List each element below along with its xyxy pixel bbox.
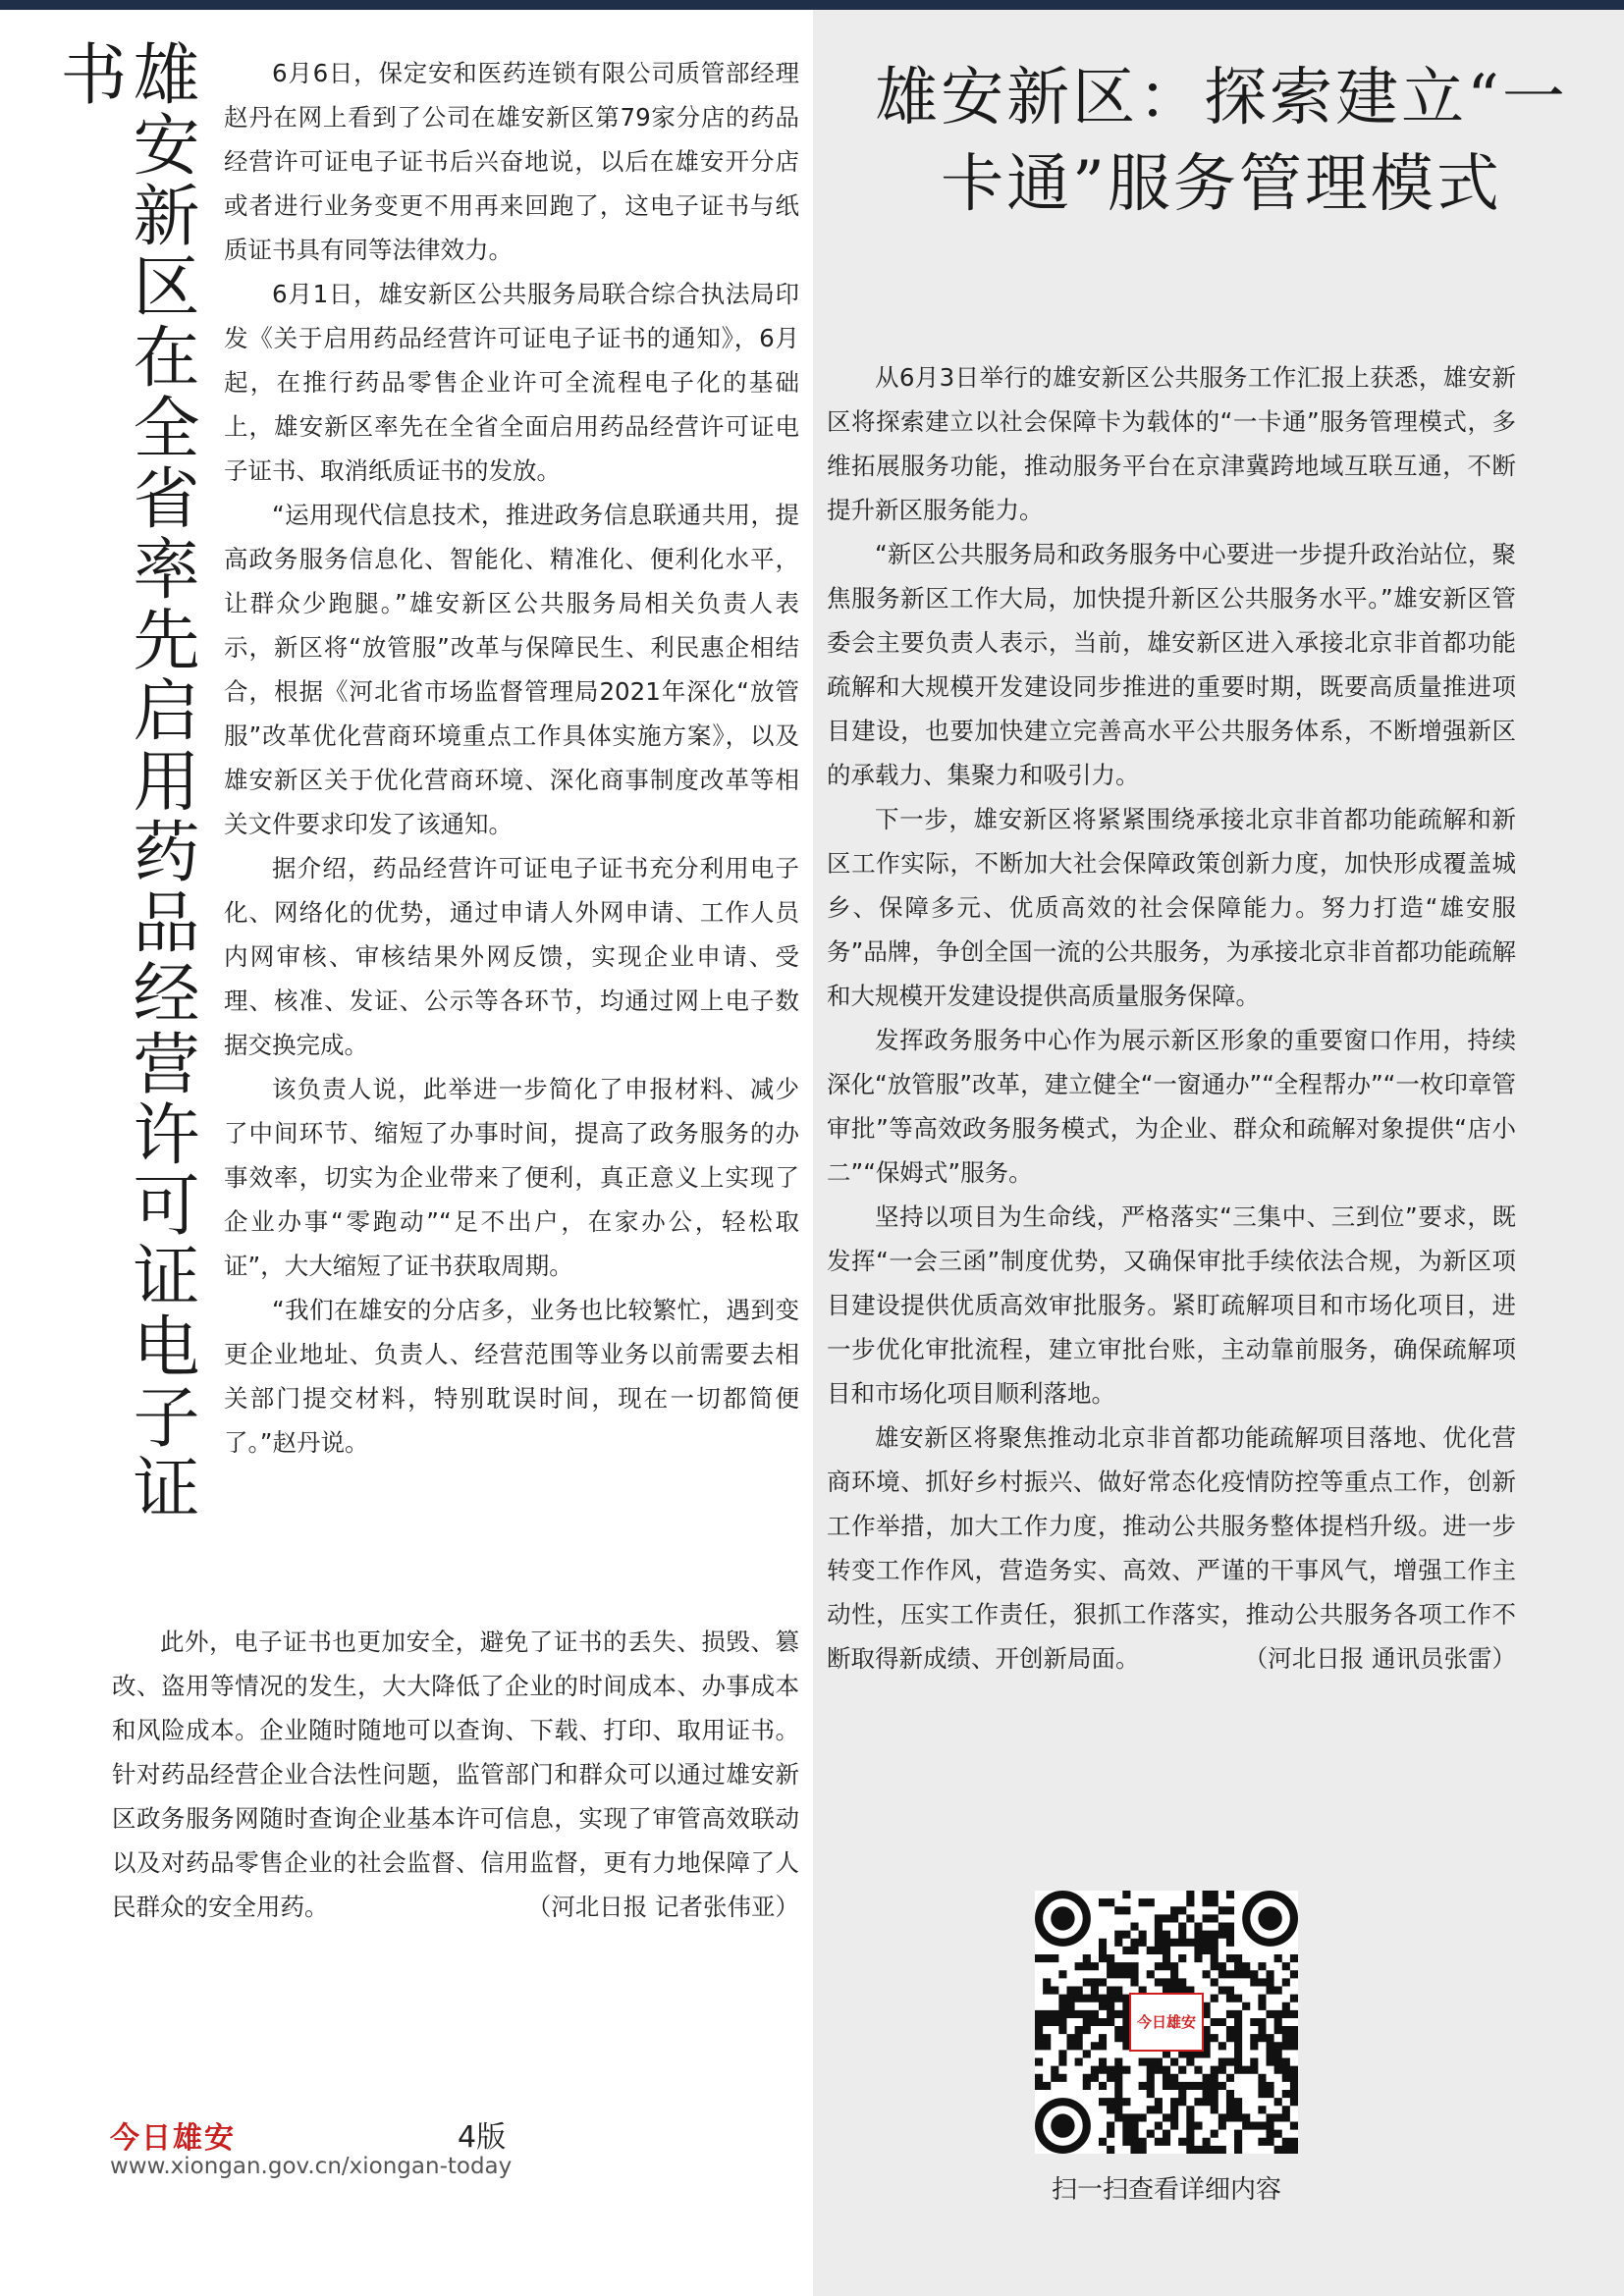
right-paragraph: 发挥政务服务中心作为展示新区形象的重要窗口作用，持续深化“放管服”改革，建立健全“一窗通办”“全程帮办”“一枚印章管审批”等高效政务服务模式，为企业、群众和疏解对象提供“店小二”“保姆式”服务。 [827,1026,1516,1187]
left-paragraph: “运用现代信息技术，推进政务信息联通共用，提高政务服务信息化、智能化、精准化、便利化水平，让群众少跑腿。”雄安新区公共服务局相关负责人表示，新区将“放管服”改革与保障民生、利民惠企相结合，根据《河北省市场监督管理局2021年深化“放管服”改革优化营商环境重点工作具体实施方案》，以及雄安新区关于优化营商环境、深化商事制度改革等相关文件要求印发了该通知。 [224,501,799,838]
qr-finder-dot [1258,1906,1281,1930]
left-article-title: 雄安新区在全省率先启用药品经营许可证电子证书 [49,39,199,1523]
qr-logo: 今日雄安 [1129,1993,1204,2052]
right-article-body [827,355,1516,1681]
right-paragraph: “新区公共服务局和政务服务中心要进一步提升政治站位，聚焦服务新区工作大局，加快提升新区公共服务水平。”雄安新区管委会主要负责人表示，当前，雄安新区进入承接北京非首都功能疏解和大规模开发建设同步推进的重要时期，既要高质量推进项目建设，也要加快建立完善高水平公共服务体系，不断增强新区的承载力、集聚力和吸引力。 [827,540,1516,789]
page-number: 4版 [458,2120,507,2155]
left-wide-paragraph-text: 此外，电子证书也更加安全，避免了证书的丢失、损毁、篡改、盗用等情况的发生，大大降低了企业的时间成本、办事成本和风险成本。企业随时随地可以查询、下载、打印、取用证书。针对药品经营企业合法性问题，监管部门和群众可以通过雄安新区政务服务网随时查询企业基本许可信息，实现了审管高效联动以及对药品零售企业的社会监督、信用监督，更有力地保障了人民群众的安全用药。 [112,1628,799,1921]
qr-code[interactable] [1035,1891,1298,2154]
left-wide-paragraph [112,1620,799,1929]
left-article-credit: （河北日报 记者张伟亚） [526,1893,799,1921]
right-article-credit: （河北日报 通讯员张雷） [1243,1644,1516,1673]
right-paragraph: 下一步，雄安新区将紧紧围绕承接北京非首都功能疏解和新区工作实际，不断加大社会保障政策创新力度，加快形成覆盖城乡、保障多元、优质高效的社会保障能力。努力打造“雄安服务”品牌，争创全国一流的公共服务，为承接北京非首都功能疏解和大规模开发建设提供高质量服务保障。 [827,805,1516,1010]
qr-finder-dot [1051,1906,1074,1930]
left-paragraph: 6月1日，雄安新区公共服务局联合综合执法局印发《关于启用药品经营许可证电子证书的通知》，6月起，在推行药品零售企业许可全流程电子化的基础上，雄安新区率先在全省全面启用药品经营许可证电子证书、取消纸质证书的发放。 [224,280,799,485]
left-paragraph: 该负责人说，此举进一步简化了申报材料、减少了中间环节、缩短了办事时间，提高了政务服务的办事效率，切实为企业带来了便利，真正意义上实现了企业办事“零跑动”“足不出户，在家办公，轻松取证”，大大缩短了证书获取周期。 [224,1075,799,1280]
left-paragraph: 6月6日，保定安和医药连锁有限公司质管部经理赵丹在网上看到了公司在雄安新区第79家分店的药品经营许可证电子证书后兴奋地说，以后在雄安开分店或者进行业务变更不用再来回跑了，这电子证书与纸质证书具有同等法律效力。 [224,59,799,264]
left-paragraph: “我们在雄安的分店多，业务也比较繁忙，遇到变更企业地址、负责人、经营范围等业务以前需要去相关部门提交材料，特别耽误时间，现在一切都简便了。”赵丹说。 [224,1296,799,1457]
right-paragraph [827,1415,1516,1681]
right-article-title: 雄安新区：探索建立“一卡通”服务管理模式 [875,62,1568,221]
qr-caption: 扫一扫查看详细内容 [1051,2175,1281,2205]
footer-logo: 今日雄安 [110,2121,236,2156]
top-bar [0,0,1624,10]
footer-url[interactable]: www.xiongan.gov.cn/xiongan-today [110,2154,513,2179]
right-paragraph-text: 雄安新区将聚焦推动北京非首都功能疏解项目落地、优化营商环境、抓好乡村振兴、做好常态化疫情防控等重点工作，创新工作举措，加大工作力度，推动公共服务整体提档升级。进一步转变工作作风，营造务实、高效、严谨的干事风气，增强工作主动性，压实工作责任，狠抓工作落实，推动公共服务各项工作不断取得新成绩、开创新局面。 [827,1423,1516,1673]
left-article-wide-body [112,1620,799,1929]
right-paragraph: 从6月3日举行的雄安新区公共服务工作汇报上获悉，雄安新区将探索建立以社会保障卡为载体的“一卡通”服务管理模式，多维拓展服务功能，推动服务平台在京津冀跨地域互联互通，不断提升新区服务能力。 [827,363,1516,524]
right-paragraph: 坚持以项目为生命线，严格落实“三集中、三到位”要求，既发挥“一会三函”制度优势，又确保审批手续依法合规，为新区项目建设提供优质高效审批服务。紧盯疏解项目和市场化项目，进一步优化审批流程，建立审批台账，主动靠前服务，确保疏解项目和市场化项目顺利落地。 [827,1202,1516,1408]
left-article-body [224,51,799,1465]
qr-finder-dot [1051,2113,1074,2137]
left-paragraph: 据介绍，药品经营许可证电子证书充分利用电子化、网络化的优势，通过申请人外网申请、工作人员内网审核、审核结果外网反馈，实现企业申请、受理、核准、发证、公示等各环节，均通过网上电子数据交换完成。 [224,854,799,1059]
